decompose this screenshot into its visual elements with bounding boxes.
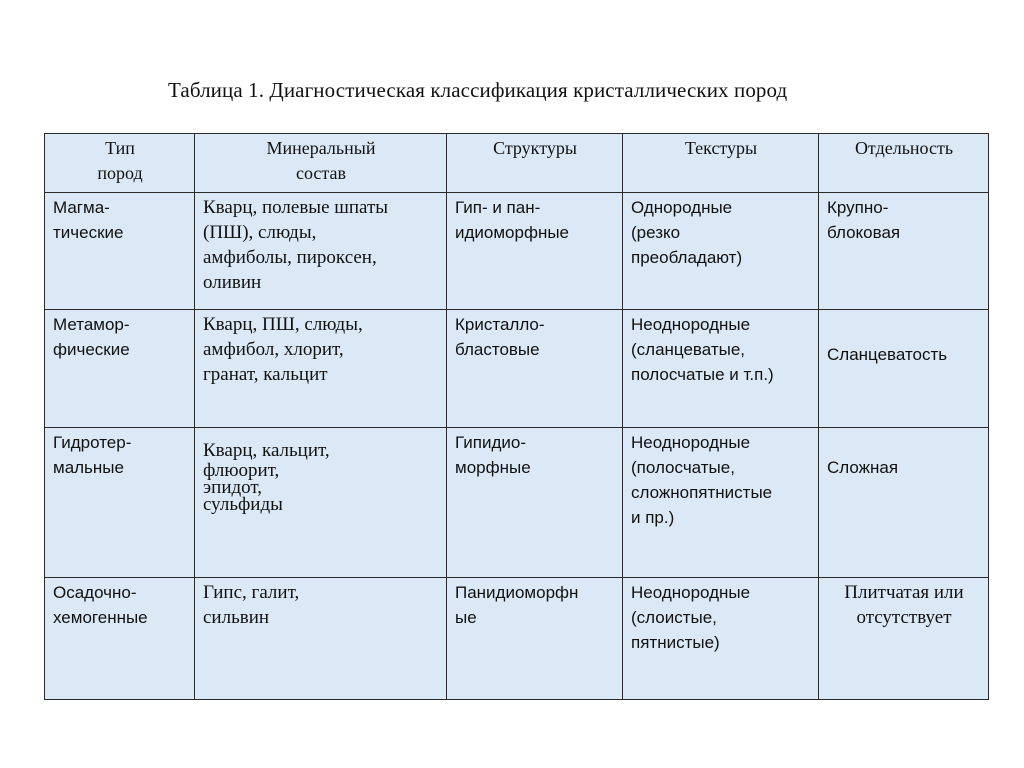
cell-line: (ПШ), слюды, <box>203 222 317 243</box>
cell-line: сложнопятнистые <box>631 483 773 502</box>
cell-parting <box>819 428 989 578</box>
cell-line: морфные <box>455 458 531 477</box>
header-line: Текстуры <box>684 138 758 158</box>
cell-line: Плитчатая или <box>844 582 964 603</box>
cell-line: Гип- и пан- <box>455 198 541 217</box>
cell-line: Метамор- <box>53 315 130 334</box>
cell-rock-type <box>45 578 195 700</box>
table-caption: Таблица 1. Диагностическая классификация кристаллических пород <box>168 78 788 102</box>
cell-structures <box>447 428 623 578</box>
cell-structures <box>447 310 623 428</box>
cell-line: мальные <box>53 458 124 477</box>
cell-line: и пр.) <box>631 508 675 527</box>
cell-textures <box>623 310 819 428</box>
cell-line: Гипс, галит, <box>203 582 300 603</box>
header-line: Отдельность <box>854 138 954 158</box>
cell-line: Гидротер- <box>53 433 132 452</box>
cell-line: Сланцеватость <box>827 345 948 364</box>
header-rock-type <box>45 134 195 193</box>
header-line: пород <box>97 163 143 183</box>
cell-line: ые <box>455 608 477 627</box>
cell-textures <box>623 578 819 700</box>
header-structures <box>447 134 623 193</box>
cell-line: Неоднородные <box>631 433 751 452</box>
cell-line: преобладают) <box>631 248 743 267</box>
cell-line: эпидот, <box>203 477 263 498</box>
cell-line: фические <box>53 340 130 359</box>
cell-parting <box>819 310 989 428</box>
header-parting <box>819 134 989 193</box>
cell-line: пятнистые) <box>631 633 720 652</box>
cell-line: полосчатые и т.п.) <box>631 365 774 384</box>
header-mineral-composition <box>195 134 447 193</box>
cell-rock-type <box>45 193 195 310</box>
cell-textures <box>623 193 819 310</box>
table-row <box>45 428 989 578</box>
cell-line: Осадочно- <box>53 583 137 602</box>
cell-line: флюорит, <box>203 460 280 481</box>
header-line: состав <box>295 163 346 183</box>
rock-classification-table <box>44 133 989 700</box>
cell-line: сильвин <box>203 607 270 628</box>
cell-composition <box>195 578 447 700</box>
header-line: Тип <box>105 138 135 158</box>
cell-line: Кристалло- <box>455 315 545 334</box>
cell-line: Магма- <box>53 198 110 217</box>
table-row <box>45 578 989 700</box>
cell-line: (сланцеватые, <box>631 340 746 359</box>
cell-line: Панидиоморфн <box>455 583 579 602</box>
cell-line: бластовые <box>455 340 540 359</box>
cell-parting <box>819 578 989 700</box>
cell-composition <box>195 193 447 310</box>
cell-line: Кварц, ПШ, слюды, <box>203 314 363 335</box>
cell-structures <box>447 578 623 700</box>
cell-line: блоковая <box>827 223 901 242</box>
cell-line: (слоистые, <box>631 608 717 627</box>
cell-parting <box>819 193 989 310</box>
cell-line: Неоднородные <box>631 583 751 602</box>
cell-line: Гипидио- <box>455 433 526 452</box>
cell-line: тические <box>53 223 124 242</box>
cell-line: Сложная <box>827 458 899 477</box>
table-row <box>45 193 989 310</box>
header-textures <box>623 134 819 193</box>
cell-line: (резко <box>631 223 681 242</box>
cell-line: Крупно- <box>827 198 889 217</box>
cell-composition <box>195 428 447 578</box>
table-row <box>45 310 989 428</box>
cell-line: гранат, кальцит <box>203 364 328 385</box>
cell-rock-type <box>45 310 195 428</box>
cell-line: амфиболы, пироксен, <box>203 247 377 268</box>
cell-line: идиоморфные <box>455 223 570 242</box>
cell-line: оливин <box>203 272 262 293</box>
cell-line: Однородные <box>631 198 733 217</box>
cell-line: отсутствует <box>856 607 952 628</box>
cell-line: Неоднородные <box>631 315 751 334</box>
cell-line: сульфиды <box>203 494 283 515</box>
cell-line: хемогенные <box>53 608 148 627</box>
header-line: Структуры <box>493 138 577 158</box>
cell-line: Кварц, полевые шпаты <box>203 197 389 218</box>
cell-composition <box>195 310 447 428</box>
cell-line: Кварц, кальцит, <box>203 440 330 461</box>
cell-rock-type <box>45 428 195 578</box>
cell-line: амфибол, хлорит, <box>203 339 344 360</box>
cell-structures <box>447 193 623 310</box>
cell-line: (полосчатые, <box>631 458 735 477</box>
table-header-row <box>45 134 989 193</box>
header-line: Минеральный <box>266 138 376 158</box>
cell-textures <box>623 428 819 578</box>
